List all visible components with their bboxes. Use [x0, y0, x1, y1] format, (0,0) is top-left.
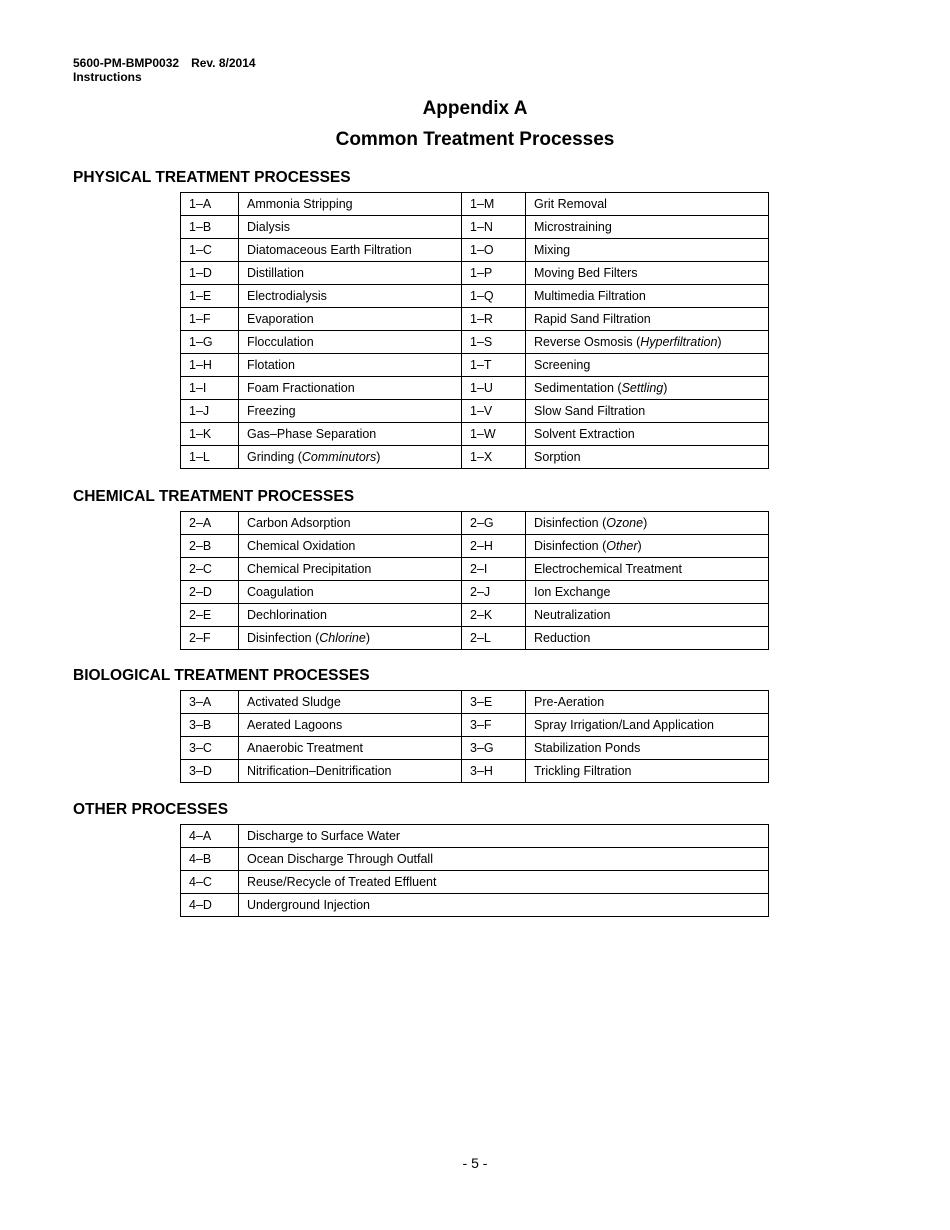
process-name-text: Discharge to Surface Water: [247, 829, 401, 843]
process-code: [181, 216, 239, 239]
process-code-text: 1–S: [470, 335, 493, 349]
process-code: [181, 239, 239, 262]
process-code: [462, 193, 526, 216]
table-row: [181, 262, 769, 285]
process-code-text: 1–B: [189, 220, 212, 234]
process-name: [526, 239, 769, 262]
process-name: [239, 262, 462, 285]
process-name-text: Disinfection (: [534, 539, 607, 553]
process-code: [181, 400, 239, 423]
process-name-italic: Comminutors: [301, 450, 377, 464]
process-name: [239, 308, 462, 331]
process-name: [239, 216, 462, 239]
process-code-text: 1–J: [189, 404, 210, 418]
process-name-text: Grinding (: [247, 450, 302, 464]
process-code: [462, 691, 526, 714]
physical-heading: PHYSICAL TREATMENT PROCESSES: [73, 169, 351, 186]
table-row: [181, 193, 769, 216]
process-code: [462, 354, 526, 377]
table-row: [181, 894, 769, 917]
process-code: [462, 446, 526, 469]
table-row: [181, 216, 769, 239]
process-code-text: 1–Q: [470, 289, 494, 303]
process-code: [181, 193, 239, 216]
process-name-text: Electrochemical Treatment: [534, 562, 682, 576]
process-code-text: 1–C: [189, 243, 212, 257]
process-name-text: Anaerobic Treatment: [247, 741, 364, 755]
process-name: [526, 604, 769, 627]
document-header: [73, 56, 256, 84]
process-code-text: 3–F: [470, 718, 492, 732]
process-name-text: Neutralization: [534, 608, 611, 622]
doc-id: 5600-PM-BMP0032: [73, 56, 180, 70]
process-name: [239, 354, 462, 377]
process-name: [239, 400, 462, 423]
process-code-text: 1–E: [189, 289, 212, 303]
process-name-text: Aerated Lagoons: [247, 718, 343, 732]
page-title: Common Treatment Processes: [335, 129, 615, 150]
process-code-text: 2–G: [470, 516, 494, 530]
process-code: [181, 604, 239, 627]
physical-table: [180, 192, 769, 469]
table-row: [181, 848, 769, 871]
process-code: [462, 377, 526, 400]
process-code-text: 3–H: [470, 764, 493, 778]
process-name-end: ): [663, 381, 668, 395]
process-name: [239, 535, 462, 558]
process-code-text: 1–G: [189, 335, 213, 349]
process-name: [526, 558, 769, 581]
process-name: [526, 354, 769, 377]
process-code-text: 1–V: [470, 404, 493, 418]
process-name-text: Pre-Aeration: [534, 695, 605, 709]
process-code: [462, 262, 526, 285]
process-name-text: Mixing: [534, 243, 571, 257]
process-code: [181, 308, 239, 331]
process-code: [462, 308, 526, 331]
process-code-text: 2–J: [470, 585, 491, 599]
process-code-text: 4–D: [189, 898, 212, 912]
process-name-text: Moving Bed Filters: [534, 266, 638, 280]
process-code: [462, 558, 526, 581]
process-code: [181, 423, 239, 446]
process-code: [181, 446, 239, 469]
table-row: [181, 354, 769, 377]
table-row: [181, 331, 769, 354]
process-name-text: Evaporation: [247, 312, 314, 326]
process-code-text: 4–C: [189, 875, 212, 889]
process-code-text: 2–D: [189, 585, 212, 599]
table-row: [181, 558, 769, 581]
process-code: [462, 216, 526, 239]
table-row: [181, 737, 769, 760]
process-code-text: 2–K: [470, 608, 493, 622]
table-row: [181, 446, 769, 469]
process-name: [239, 193, 462, 216]
process-name: [526, 535, 769, 558]
process-code: [462, 627, 526, 650]
process-code-text: 3–G: [470, 741, 494, 755]
process-name-text: Diatomaceous Earth Filtration: [247, 243, 412, 257]
process-name: [526, 512, 769, 535]
process-code: [181, 285, 239, 308]
process-name-text: Ocean Discharge Through Outfall: [247, 852, 433, 866]
process-name-text: Gas–Phase Separation: [247, 427, 377, 441]
process-name: [526, 691, 769, 714]
process-name-end: ): [376, 450, 381, 464]
process-name-text: Multimedia Filtration: [534, 289, 646, 303]
process-name: [526, 760, 769, 783]
process-name-text: Disinfection (: [247, 631, 320, 645]
process-code-text: 2–A: [189, 516, 212, 530]
process-name-text: Freezing: [247, 404, 296, 418]
table-row: [181, 714, 769, 737]
process-name-text: Foam Fractionation: [247, 381, 355, 395]
process-name: [239, 627, 462, 650]
process-code-text: 2–H: [470, 539, 493, 553]
process-code: [181, 535, 239, 558]
process-name-text: Dechlorination: [247, 608, 327, 622]
process-name: [239, 331, 462, 354]
process-name: [526, 308, 769, 331]
process-code: [462, 400, 526, 423]
process-name-text: Sedimentation (: [534, 381, 622, 395]
process-code: [181, 714, 239, 737]
process-code: [181, 331, 239, 354]
process-code: [462, 331, 526, 354]
process-name: [239, 512, 462, 535]
process-name-text: Reverse Osmosis (: [534, 335, 641, 349]
process-name: [526, 423, 769, 446]
process-name: [239, 604, 462, 627]
process-name: [239, 691, 462, 714]
process-name-text: Disinfection (: [534, 516, 607, 530]
process-name: [239, 871, 769, 894]
process-code-text: 1–D: [189, 266, 212, 280]
process-code-text: 1–M: [470, 197, 495, 211]
process-name: [239, 239, 462, 262]
chemical-heading: CHEMICAL TREATMENT PROCESSES: [73, 488, 355, 505]
table-row: [181, 691, 769, 714]
process-code-text: 1–I: [189, 381, 207, 395]
process-code: [181, 691, 239, 714]
process-name-italic: Ozone: [606, 516, 644, 530]
process-name-end: ): [717, 335, 722, 349]
process-name: [526, 581, 769, 604]
process-name-text: Slow Sand Filtration: [534, 404, 646, 418]
process-name: [239, 377, 462, 400]
process-code: [181, 871, 239, 894]
process-name-text: Chemical Precipitation: [247, 562, 372, 576]
process-name-italic: Other: [606, 539, 638, 553]
process-name: [239, 446, 462, 469]
process-name: [239, 894, 769, 917]
process-name-text: Microstraining: [534, 220, 612, 234]
appendix-title: Appendix A: [422, 98, 528, 119]
process-code-text: 2–E: [189, 608, 212, 622]
process-name: [526, 377, 769, 400]
process-name: [526, 216, 769, 239]
process-name: [526, 714, 769, 737]
process-name-text: Trickling Filtration: [534, 764, 632, 778]
process-code: [181, 848, 239, 871]
process-code: [181, 512, 239, 535]
table-row: [181, 512, 769, 535]
process-code-text: 1–X: [470, 450, 493, 464]
process-name: [239, 760, 462, 783]
process-code: [181, 760, 239, 783]
process-code: [462, 512, 526, 535]
process-code-text: 3–C: [189, 741, 212, 755]
process-name: [239, 558, 462, 581]
process-name: [239, 714, 462, 737]
table-row: [181, 400, 769, 423]
process-name-text: Sorption: [534, 450, 581, 464]
process-code: [181, 894, 239, 917]
process-code-text: 1–R: [470, 312, 493, 326]
process-code-text: 3–E: [470, 695, 493, 709]
process-name: [526, 737, 769, 760]
process-name: [239, 423, 462, 446]
page-number: - 5 -: [462, 1155, 488, 1171]
revision: Rev. 8/2014: [191, 56, 256, 70]
process-code-text: 3–B: [189, 718, 212, 732]
process-name: [239, 581, 462, 604]
process-code-text: 2–L: [470, 631, 491, 645]
table-row: [181, 308, 769, 331]
process-code-text: 3–A: [189, 695, 212, 709]
process-name-italic: Settling: [621, 381, 664, 395]
process-name-text: Reuse/Recycle of Treated Effluent: [247, 875, 437, 889]
process-code-text: 1–N: [470, 220, 493, 234]
process-code-text: 4–B: [189, 852, 212, 866]
process-name: [526, 193, 769, 216]
process-name: [526, 627, 769, 650]
process-code-text: 2–B: [189, 539, 212, 553]
doc-subtitle: Instructions: [73, 70, 142, 84]
process-code: [181, 825, 239, 848]
process-code-text: 1–A: [189, 197, 212, 211]
process-code-text: 1–O: [470, 243, 494, 257]
process-code: [462, 737, 526, 760]
process-code-text: 2–C: [189, 562, 212, 576]
process-name-text: Reduction: [534, 631, 591, 645]
biological-table: [180, 690, 769, 783]
process-name: [239, 737, 462, 760]
table-row: [181, 825, 769, 848]
process-name-end: ): [365, 631, 370, 645]
process-code-text: 1–F: [189, 312, 211, 326]
process-name-text: Nitrification–Denitrification: [247, 764, 392, 778]
process-name-text: Rapid Sand Filtration: [534, 312, 651, 326]
process-name: [526, 400, 769, 423]
process-name-text: Activated Sludge: [247, 695, 341, 709]
process-code: [181, 581, 239, 604]
chemical-table: [180, 511, 769, 650]
table-row: [181, 239, 769, 262]
process-name-text: Solvent Extraction: [534, 427, 635, 441]
process-name-text: Stabilization Ponds: [534, 741, 641, 755]
table-row: [181, 535, 769, 558]
process-code-text: 3–D: [189, 764, 212, 778]
process-name-italic: Hyperfiltration: [640, 335, 718, 349]
process-name: [526, 262, 769, 285]
process-name-text: Dialysis: [247, 220, 291, 234]
process-code: [181, 354, 239, 377]
process-name: [239, 285, 462, 308]
table-row: [181, 581, 769, 604]
process-code: [462, 581, 526, 604]
process-code-text: 1–T: [470, 358, 492, 372]
process-name-italic: Chlorine: [319, 631, 366, 645]
process-code-text: 1–P: [470, 266, 493, 280]
process-name: [239, 848, 769, 871]
process-code: [181, 737, 239, 760]
process-code-text: 2–I: [470, 562, 488, 576]
process-code-text: 1–H: [189, 358, 212, 372]
process-code: [462, 604, 526, 627]
process-code-text: 1–W: [470, 427, 496, 441]
process-name-text: Grit Removal: [534, 197, 607, 211]
process-code-text: 1–K: [189, 427, 212, 441]
process-name-text: Ammonia Stripping: [247, 197, 353, 211]
process-code: [181, 627, 239, 650]
process-name-text: Coagulation: [247, 585, 314, 599]
process-code: [181, 558, 239, 581]
process-name-text: Flotation: [247, 358, 295, 372]
process-code: [181, 377, 239, 400]
process-name: [526, 446, 769, 469]
process-name-text: Underground Injection: [247, 898, 370, 912]
process-code-text: 1–L: [189, 450, 210, 464]
process-code: [462, 760, 526, 783]
process-name: [239, 825, 769, 848]
process-name: [526, 285, 769, 308]
process-code: [462, 714, 526, 737]
other-heading: OTHER PROCESSES: [73, 801, 229, 818]
process-name-text: Ion Exchange: [534, 585, 611, 599]
process-name-text: Distillation: [247, 266, 304, 280]
process-code: [462, 285, 526, 308]
process-code: [462, 535, 526, 558]
process-name-text: Carbon Adsorption: [247, 516, 351, 530]
biological-heading: BIOLOGICAL TREATMENT PROCESSES: [73, 667, 370, 684]
other-table: [180, 824, 769, 917]
process-name-end: ): [643, 516, 648, 530]
table-row: [181, 423, 769, 446]
table-row: [181, 604, 769, 627]
process-name-text: Spray Irrigation/Land Application: [534, 718, 714, 732]
process-code: [462, 423, 526, 446]
process-name-text: Chemical Oxidation: [247, 539, 356, 553]
process-name: [526, 331, 769, 354]
process-name-text: Flocculation: [247, 335, 314, 349]
table-row: [181, 760, 769, 783]
process-name-text: Screening: [534, 358, 591, 372]
process-code: [181, 262, 239, 285]
process-code-text: 1–U: [470, 381, 493, 395]
process-code-text: 2–F: [189, 631, 211, 645]
process-name-end: ): [637, 539, 642, 553]
table-row: [181, 871, 769, 894]
process-code-text: 4–A: [189, 829, 212, 843]
table-row: [181, 627, 769, 650]
table-row: [181, 377, 769, 400]
process-name-text: Electrodialysis: [247, 289, 327, 303]
process-code: [462, 239, 526, 262]
table-row: [181, 285, 769, 308]
